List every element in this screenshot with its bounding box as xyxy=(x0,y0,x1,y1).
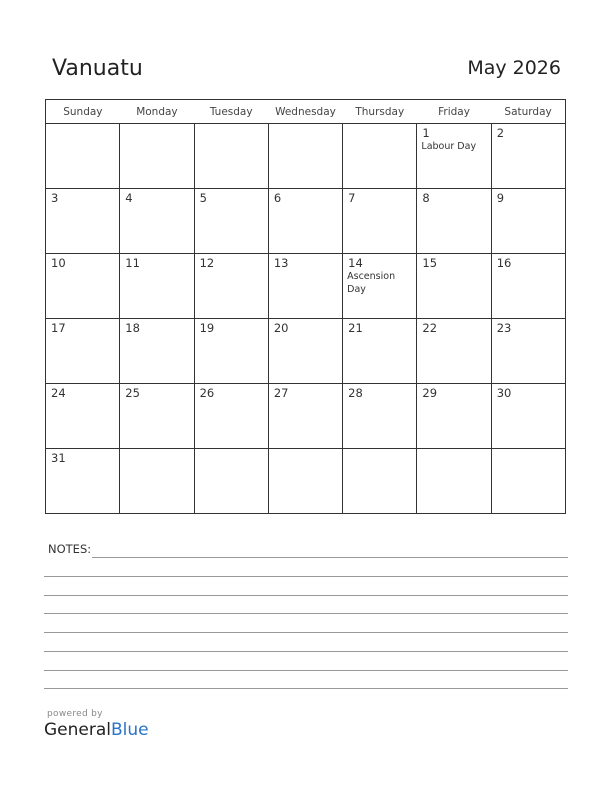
day-cell xyxy=(343,254,417,319)
week-row xyxy=(46,124,566,189)
day-cell xyxy=(120,384,194,449)
day-number: 30 xyxy=(496,386,512,400)
notes-line xyxy=(92,557,568,558)
day-number: 26 xyxy=(199,386,215,400)
holiday-label: Ascension Day xyxy=(347,271,396,295)
weekday-header-row xyxy=(46,100,566,124)
notes-line xyxy=(44,595,568,596)
day-cell xyxy=(120,189,194,254)
day-number: 15 xyxy=(422,256,438,270)
weekday-sunday: Sunday xyxy=(46,100,120,124)
weekday-wednesday: Wednesday xyxy=(268,100,342,124)
week-row xyxy=(46,319,566,384)
day-number: 7 xyxy=(348,191,356,205)
day-cell xyxy=(268,319,342,384)
day-number: 1 xyxy=(422,126,430,140)
day-number: 16 xyxy=(496,256,512,270)
notes-line xyxy=(44,670,568,671)
day-number: 11 xyxy=(125,256,140,270)
day-number: 2 xyxy=(496,126,505,140)
weekday-friday: Friday xyxy=(417,100,491,124)
day-number: 21 xyxy=(348,321,363,335)
notes-line xyxy=(44,632,568,633)
weekday-saturday: Saturday xyxy=(491,100,565,124)
day-cell xyxy=(268,449,342,514)
day-number: 6 xyxy=(273,191,282,205)
brand-general: General xyxy=(44,720,111,740)
day-number: 9 xyxy=(496,191,505,205)
day-cell xyxy=(46,449,120,514)
weekday-tuesday: Tuesday xyxy=(194,100,268,124)
day-cell xyxy=(120,319,194,384)
day-cell xyxy=(120,254,194,319)
notes-line xyxy=(44,688,568,689)
day-cell xyxy=(417,124,491,189)
day-cell xyxy=(343,449,417,514)
day-number: 27 xyxy=(273,386,289,400)
holiday-label: Labour Day xyxy=(421,141,477,152)
country-title: Vanuatu xyxy=(52,56,143,81)
day-number: 13 xyxy=(273,256,289,270)
notes-line xyxy=(44,651,568,652)
day-cell xyxy=(491,254,565,319)
day-cell xyxy=(491,384,565,449)
day-number: 22 xyxy=(422,321,438,335)
notes-label: NOTES: xyxy=(48,542,92,556)
day-cell xyxy=(194,124,268,189)
day-number: 31 xyxy=(51,451,66,465)
day-cell xyxy=(343,189,417,254)
day-number: 8 xyxy=(422,191,430,205)
day-number: 14 xyxy=(348,256,363,270)
day-cell xyxy=(46,254,120,319)
weekday-monday: Monday xyxy=(120,100,194,124)
day-cell xyxy=(194,319,268,384)
day-cell xyxy=(343,384,417,449)
day-cell xyxy=(120,449,194,514)
day-cell xyxy=(46,124,120,189)
day-cell xyxy=(194,384,268,449)
day-cell xyxy=(194,254,268,319)
weekday-thursday: Thursday xyxy=(343,100,417,124)
day-cell xyxy=(417,319,491,384)
day-cell xyxy=(194,449,268,514)
day-number: 3 xyxy=(51,191,59,205)
day-number: 19 xyxy=(199,321,215,335)
day-cell xyxy=(343,319,417,384)
week-row xyxy=(46,384,566,449)
day-number: 20 xyxy=(273,321,289,335)
day-number: 25 xyxy=(125,386,140,400)
brand-logo[interactable] xyxy=(44,720,149,740)
day-cell xyxy=(46,189,120,254)
day-number: 10 xyxy=(51,256,66,270)
day-cell xyxy=(491,319,565,384)
day-number: 18 xyxy=(125,321,140,335)
day-cell xyxy=(417,254,491,319)
week-row xyxy=(46,449,566,514)
day-cell xyxy=(46,384,120,449)
day-cell xyxy=(417,384,491,449)
notes-line xyxy=(44,613,568,614)
week-row xyxy=(46,189,566,254)
day-number: 5 xyxy=(199,191,207,205)
day-cell xyxy=(417,189,491,254)
day-number: 4 xyxy=(125,191,133,205)
day-cell xyxy=(491,124,565,189)
calendar-grid xyxy=(45,99,566,514)
day-number: 23 xyxy=(496,321,512,335)
day-number: 17 xyxy=(51,321,66,335)
day-number: 28 xyxy=(348,386,363,400)
day-cell xyxy=(491,189,565,254)
day-number: 29 xyxy=(422,386,438,400)
month-year-title: May 2026 xyxy=(467,57,561,79)
day-cell xyxy=(194,189,268,254)
day-cell xyxy=(491,449,565,514)
day-cell xyxy=(46,319,120,384)
day-cell xyxy=(268,254,342,319)
day-cell xyxy=(417,449,491,514)
day-number: 24 xyxy=(51,386,66,400)
day-cell xyxy=(343,124,417,189)
day-cell xyxy=(268,384,342,449)
day-number: 12 xyxy=(199,256,215,270)
powered-by-text: powered by xyxy=(47,709,103,719)
day-cell xyxy=(268,189,342,254)
day-cell xyxy=(120,124,194,189)
notes-line xyxy=(44,576,568,577)
week-row xyxy=(46,254,566,319)
day-cell xyxy=(268,124,342,189)
brand-blue: Blue xyxy=(111,720,149,740)
